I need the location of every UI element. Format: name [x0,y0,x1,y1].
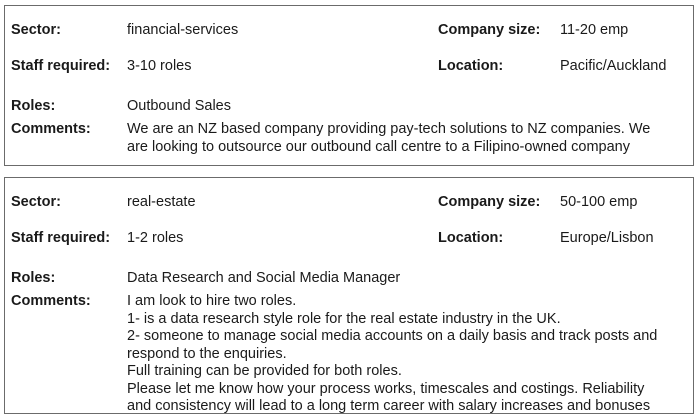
comment-line: respond to the enquiries. [127,345,287,362]
comment-line: We are an NZ based company providing pay-tech solutions to NZ companies. We [127,121,651,137]
comment-line: I am look to hire two roles. [127,293,297,309]
comments-text [127,293,689,416]
sector-label: Sector: [11,194,61,210]
roles-label: Roles: [11,98,56,114]
comments-label: Comments: [11,121,91,137]
staff-required-value: 1-2 roles [127,230,184,246]
comment-line: 2- someone to manage social media accounts on a daily basis and track posts and [127,328,658,344]
location-value: Europe/Lisbon [560,230,654,246]
staff-required-value: 3-10 roles [127,58,192,74]
company-size-label: Company size: [438,194,541,210]
sector-label: Sector: [11,22,61,38]
sector-value: real-estate [127,194,196,210]
staff-required-label: Staff required: [11,58,111,74]
comment-line: Full training can be provided for both roles. [127,363,402,379]
comment-line: are looking to outsource our outbound call centre to a Filipino-owned company [127,138,630,155]
company-size-value: 50-100 emp [560,194,638,210]
comment-line: and consistency will lead to a long term career with salary increases and bonuses [127,398,651,414]
location-label: Location: [438,230,504,246]
comment-line: Please let me know how your process works, timescales and costings. Reliability [127,380,645,397]
company-size-label: Company size: [438,22,541,38]
comments-text [127,121,689,156]
roles-label: Roles: [11,270,56,286]
listing-card [4,5,694,166]
roles-value: Outbound Sales [127,98,231,114]
location-value: Pacific/Auckland [560,58,667,74]
comment-line: 1- is a data research style role for the real estate industry in the UK. [127,310,561,327]
company-size-value: 11-20 emp [560,22,629,38]
staff-required-label: Staff required: [11,230,111,246]
roles-value: Data Research and Social Media Manager [127,270,401,286]
sector-value: financial-services [127,22,239,38]
listing-card [4,177,694,414]
comments-label: Comments: [11,293,91,309]
location-label: Location: [438,58,504,74]
